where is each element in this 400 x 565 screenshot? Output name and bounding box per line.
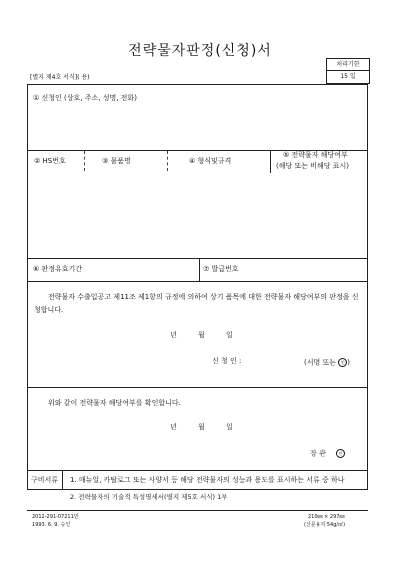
divider xyxy=(27,470,368,471)
application-date-year: 년 xyxy=(170,331,177,339)
item-name-label: ③ 물품명 xyxy=(102,157,131,165)
divider xyxy=(27,281,368,282)
confirmation-date-day: 일 xyxy=(226,423,233,431)
divider xyxy=(27,387,368,388)
processing-deadline-box xyxy=(326,58,370,84)
minister-title: 장 관 xyxy=(310,449,326,458)
confirmation-date-month: 월 xyxy=(198,423,205,431)
attachment-item-1: 1. 매뉴얼, 카탈로그 또는 사양서 등 해당 전략물자의 성능과 용도를 표시하는 서류 중 하나 xyxy=(70,476,345,484)
signature-or-seal-text: (서명 또는 xyxy=(304,358,337,367)
form-title: 전략물자판정(신청)서 xyxy=(128,43,272,59)
approval-date: 1993. 6. 9. 승인 xyxy=(32,522,71,528)
applicant-signature-label: 신 청 인 : xyxy=(212,357,242,365)
strategic-status-label: ⑤ 전략물자 해당여부 xyxy=(283,151,348,159)
footer-divider xyxy=(27,510,368,511)
divider xyxy=(27,258,368,259)
column-divider xyxy=(167,151,168,171)
hs-number-label: ② HS번호 xyxy=(34,157,66,165)
seal-icon: 인 xyxy=(336,449,345,458)
strategic-status-hint: (해당 또는 비해당 표시) xyxy=(276,162,349,170)
application-date-month: 월 xyxy=(198,331,205,339)
seal-icon: 인 xyxy=(338,358,347,367)
column-divider xyxy=(62,471,63,490)
form-code: 2012-291-07211민 xyxy=(32,514,79,520)
column-divider xyxy=(199,259,200,281)
issue-number-label: ⑦ 발급번호 xyxy=(203,265,239,273)
paper-type: (신문용지 54g/㎡) xyxy=(304,522,346,528)
validity-period-label: ⑥ 판정유효기간 xyxy=(33,265,83,273)
processing-deadline-label: 처리기한 xyxy=(336,61,360,68)
attachments-label: 구비서류 xyxy=(31,476,59,484)
confirmation-date-year: 년 xyxy=(170,423,177,431)
signature-or-seal xyxy=(304,358,350,367)
attachment-item-2: 2. 전략물자의 기술적 특성명세서(별지 제5호 서식) 1부 xyxy=(70,493,228,501)
column-divider xyxy=(270,151,271,173)
application-date-day: 일 xyxy=(226,331,233,339)
paper-size: 210㎜ × 297㎜ xyxy=(308,514,345,520)
confirmation-statement: 위와 같이 전략물자 해당여부를 확인합니다. xyxy=(48,399,181,407)
application-statement: 전략물자 수출입공고 제11조 제1항의 규정에 의하여 상기 품목에 대한 전략물자 해당여부의 판정을 신청합니다. xyxy=(34,293,359,314)
form-number: [별지 제4호 서식]( 용) xyxy=(30,74,90,81)
column-divider xyxy=(84,151,85,171)
applicant-field-label: ① 신청인 (상호, 주소, 성명, 전화) xyxy=(33,94,137,102)
processing-deadline-value: 15 일 xyxy=(340,73,356,80)
minister-label xyxy=(310,449,345,458)
signature-close: ) xyxy=(347,358,350,367)
model-spec-label: ④ 형식및규격 xyxy=(189,157,232,165)
